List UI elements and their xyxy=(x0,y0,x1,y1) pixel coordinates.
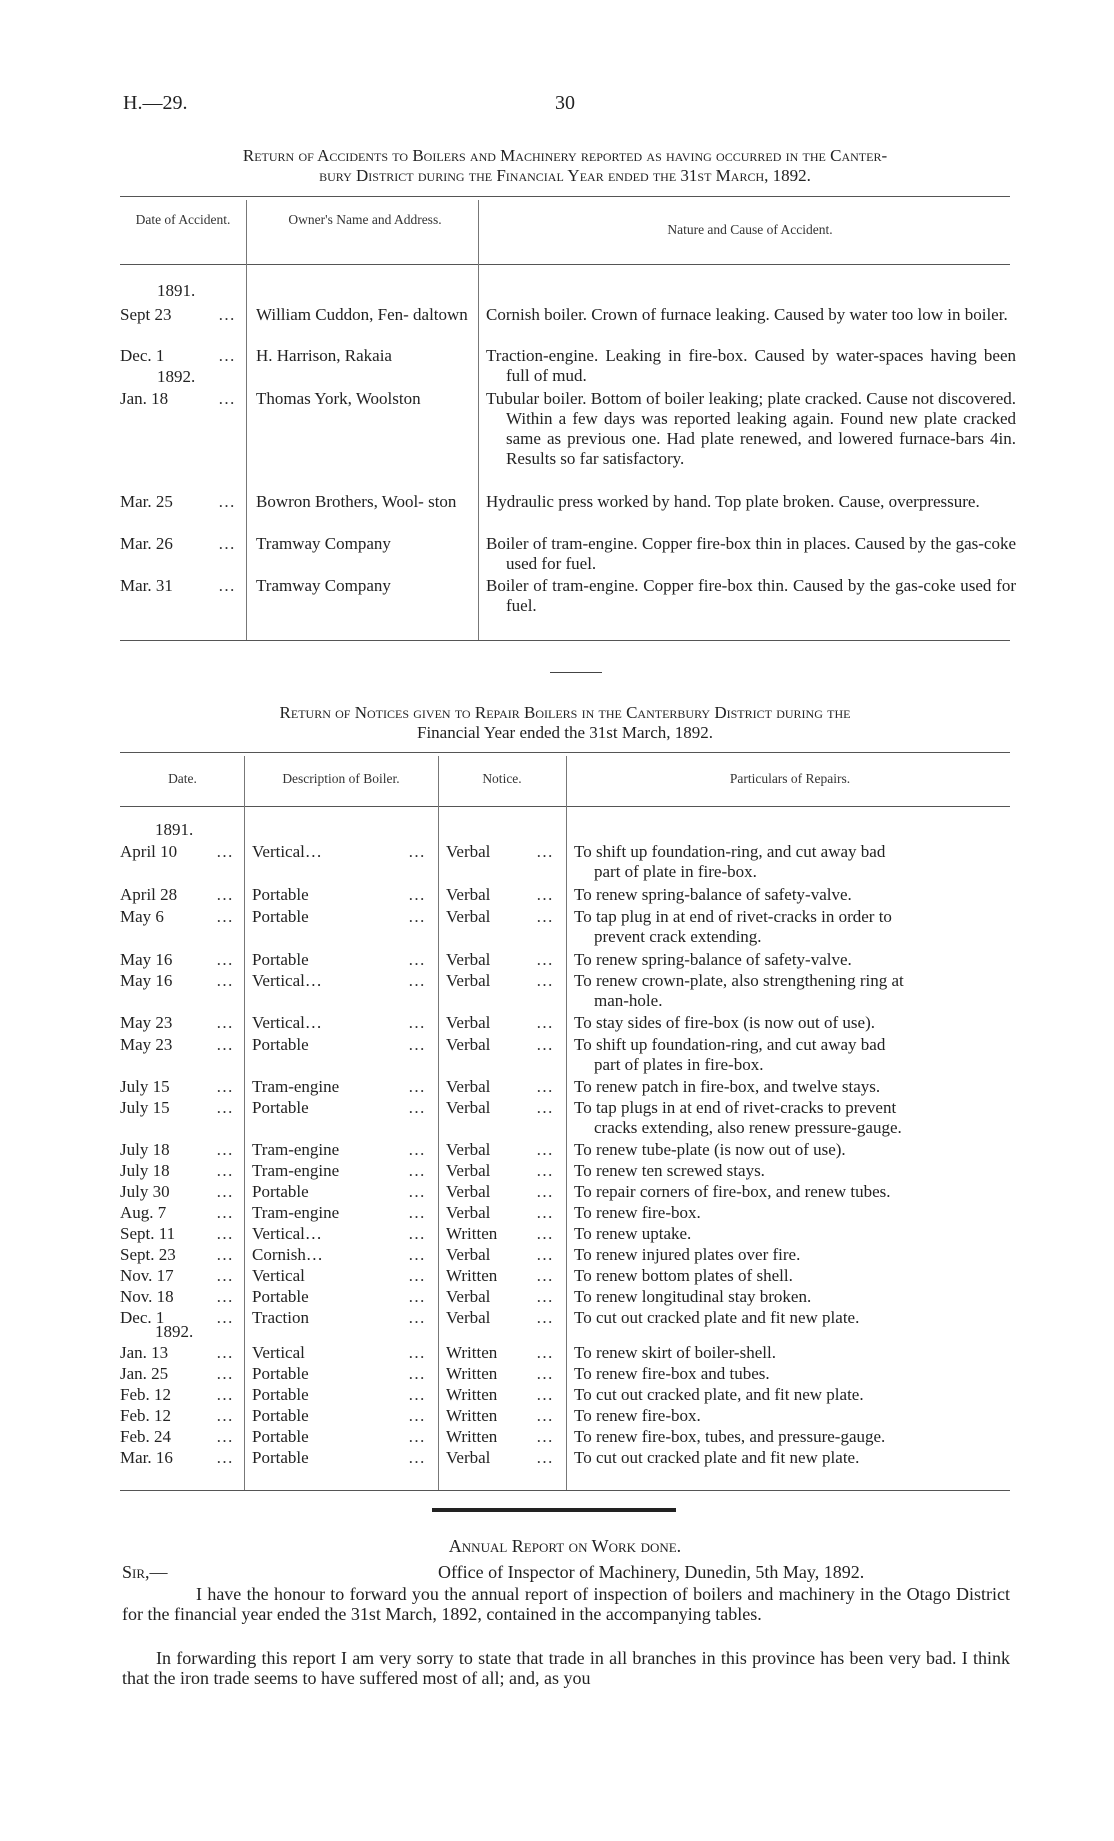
table-row-date: July 15 xyxy=(120,1098,170,1117)
accidents-col-divider-1 xyxy=(246,200,247,640)
table-row-particulars: To renew patch in fire-box, and twelve stays. xyxy=(574,1077,881,1096)
leader-dots: … xyxy=(408,1182,425,1201)
table-row-notice: Verbal xyxy=(446,950,491,969)
leader-dots: … xyxy=(408,1364,425,1383)
leader-dots: … xyxy=(536,950,553,969)
table-row-notice: Verbal xyxy=(446,842,491,861)
leader-dots: … xyxy=(218,576,235,595)
table-row-notice: Written xyxy=(446,1224,498,1243)
table-row-particulars: To renew spring-balance of safety-valve. xyxy=(574,885,852,904)
leader-dots: … xyxy=(536,1343,553,1362)
leader-dots: … xyxy=(216,950,233,969)
table-row-notice: Written xyxy=(446,1364,498,1383)
leader-dots: … xyxy=(218,389,235,408)
table-row-nature: Tubular boiler. Bottom of boiler leaking; plate cracked. Cause not discovered. Within a few days was reported leaking again. Found new plate cracked same as previous one. Had plate renewed, and lowered furnace-bars 4in. Results so far satisfactory. xyxy=(486,389,1016,468)
table-row-date: Mar. 25 xyxy=(120,492,173,511)
leader-dots: … xyxy=(536,1203,553,1222)
table-row-description: Portable xyxy=(252,1035,309,1054)
table-row-date: July 18 xyxy=(120,1140,170,1159)
notices-col-date: Date. xyxy=(168,771,197,786)
accidents-col-date: Date of Accident. xyxy=(135,212,231,227)
leader-dots: … xyxy=(216,885,233,904)
leader-dots: … xyxy=(216,1406,233,1425)
table-row-notice: Verbal xyxy=(446,1287,491,1306)
table-row-date: Dec. 1 xyxy=(120,1308,165,1327)
table-row-notice: Verbal xyxy=(446,971,491,990)
report-paragraph-1: I have the honour to forward you the annual report of inspection of boilers and machinery in the Otago District for the financial year ended the 31st March, 1892, contained in the accompanying tables. xyxy=(122,1584,1010,1624)
leader-dots: … xyxy=(536,1013,553,1032)
leader-dots: … xyxy=(408,1224,425,1243)
leader-dots: … xyxy=(216,1182,233,1201)
table-row-description: Portable xyxy=(252,1406,309,1425)
table-row-owner: Tramway Company xyxy=(256,576,391,595)
table-row-nature: Cornish boiler. Crown of furnace leaking. Caused by water too low in boiler. xyxy=(486,305,1008,324)
table-row-particulars-continued: part of plates in fire-box. xyxy=(594,1055,764,1074)
leader-dots: … xyxy=(536,1364,553,1383)
leader-dots: … xyxy=(536,1182,553,1201)
table-row-date: May 16 xyxy=(120,971,173,990)
leader-dots: … xyxy=(408,885,425,904)
leader-dots: … xyxy=(536,971,553,990)
leader-dots: … xyxy=(408,1266,425,1285)
leader-dots: … xyxy=(408,1013,425,1032)
table-row-particulars: To renew skirt of boiler-shell. xyxy=(574,1343,776,1362)
table-row-particulars: To shift up foundation-ring, and cut away bad xyxy=(574,1035,886,1054)
table-row-notice: Written xyxy=(446,1427,498,1446)
section-divider xyxy=(550,672,602,673)
table-row-particulars: To renew fire-box. xyxy=(574,1406,701,1425)
leader-dots: … xyxy=(216,1308,233,1327)
table-row-particulars: To renew spring-balance of safety-valve. xyxy=(574,950,852,969)
table-row-particulars: To renew fire-box and tubes. xyxy=(574,1364,770,1383)
accidents-col-divider-2 xyxy=(478,200,479,640)
table-row-particulars: To renew tube-plate (is now out of use). xyxy=(574,1140,846,1159)
leader-dots: … xyxy=(216,1385,233,1404)
leader-dots: … xyxy=(408,1287,425,1306)
leader-dots: … xyxy=(536,1245,553,1264)
table-row-particulars: To tap plug in at end of rivet-cracks in order to xyxy=(574,907,892,926)
table-row-particulars: To renew injured plates over fire. xyxy=(574,1245,801,1264)
year-label: 1891. xyxy=(157,281,196,300)
table-row-particulars: To cut out cracked plate, and fit new plate. xyxy=(574,1385,864,1404)
table-row-particulars: To renew crown-plate, also strengthening ring at xyxy=(574,971,904,990)
table-row-description: Tram-engine xyxy=(252,1203,340,1222)
table-row-date: Feb. 24 xyxy=(120,1427,171,1446)
leader-dots: … xyxy=(216,1203,233,1222)
leader-dots: … xyxy=(216,1343,233,1362)
table-row-date: July 30 xyxy=(120,1182,170,1201)
table-row-date: July 15 xyxy=(120,1077,170,1096)
table-row-particulars: To renew ten screwed stays. xyxy=(574,1161,765,1180)
table-row-date: May 23 xyxy=(120,1013,173,1032)
table-row-particulars-continued: man-hole. xyxy=(594,991,663,1010)
accidents-col-nature: Nature and Cause of Accident. xyxy=(667,222,833,237)
notices-col-divider-3 xyxy=(566,756,567,1490)
table-row-owner: H. Harrison, Rakaia xyxy=(256,346,392,365)
table-row-description: Portable xyxy=(252,907,309,926)
leader-dots: … xyxy=(216,1098,233,1117)
table-row-notice: Verbal xyxy=(446,907,491,926)
year-label: 1892. xyxy=(155,1322,194,1341)
notices-col-divider-2 xyxy=(438,756,439,1490)
table-row-notice: Written xyxy=(446,1385,498,1404)
table-row-nature: Hydraulic press worked by hand. Top plate broken. Cause, overpressure. xyxy=(486,492,980,511)
leader-dots: … xyxy=(536,885,553,904)
leader-dots: … xyxy=(216,1224,233,1243)
table-row-description: Tram-engine xyxy=(252,1077,340,1096)
leader-dots: … xyxy=(536,1385,553,1404)
leader-dots: … xyxy=(536,1448,553,1467)
table-row-date: Sept. 23 xyxy=(120,1245,176,1264)
leader-dots: … xyxy=(536,1406,553,1425)
table-row-description: Vertical… xyxy=(252,842,322,861)
leader-dots: … xyxy=(408,1035,425,1054)
leader-dots: … xyxy=(408,1427,425,1446)
leader-dots: … xyxy=(216,842,233,861)
table-row-date: Jan. 13 xyxy=(120,1343,169,1362)
table-row-date: Mar. 31 xyxy=(120,576,173,595)
table-row-particulars: To cut out cracked plate and fit new plate. xyxy=(574,1308,860,1327)
leader-dots: … xyxy=(216,1364,233,1383)
table-row-particulars: To renew fire-box, tubes, and pressure-gauge. xyxy=(574,1427,886,1446)
leader-dots: … xyxy=(536,1161,553,1180)
notices-header-rule xyxy=(120,806,1010,807)
table-row-description: Portable xyxy=(252,1098,309,1117)
table-row-particulars: To renew longitudinal stay broken. xyxy=(574,1287,812,1306)
leader-dots: … xyxy=(536,1140,553,1159)
table-row-particulars: To stay sides of fire-box (is now out of use). xyxy=(574,1013,875,1032)
table-row-date: April 28 xyxy=(120,885,178,904)
table-row-notice: Verbal xyxy=(446,1245,491,1264)
table-row-date: May 23 xyxy=(120,1035,173,1054)
table-row-owner: Thomas York, Woolston xyxy=(256,389,421,408)
table-row-date: May 16 xyxy=(120,950,173,969)
leader-dots: … xyxy=(408,1077,425,1096)
table-row-particulars-continued: cracks extending, also renew pressure-gauge. xyxy=(594,1118,902,1137)
notices-top-rule xyxy=(120,752,1010,753)
table-row-notice: Verbal xyxy=(446,1140,491,1159)
notices-col-description: Description of Boiler. xyxy=(282,771,400,786)
table-row-date: Nov. 17 xyxy=(120,1266,174,1285)
report-title: Annual Report on Work done. xyxy=(448,1536,682,1556)
leader-dots: … xyxy=(408,1098,425,1117)
notices-col-notice: Notice. xyxy=(482,771,522,786)
accidents-top-rule xyxy=(120,196,1010,197)
table-row-notice: Written xyxy=(446,1406,498,1425)
leader-dots: … xyxy=(408,950,425,969)
table-row-notice: Verbal xyxy=(446,1098,491,1117)
table-row-date: Nov. 18 xyxy=(120,1287,174,1306)
table-row-description: Vertical xyxy=(252,1343,305,1362)
table-row-particulars: To tap plugs in at end of rivet-cracks to prevent xyxy=(574,1098,897,1117)
year-label: 1891. xyxy=(155,820,194,839)
leader-dots: … xyxy=(408,907,425,926)
page-number: 30 xyxy=(555,92,575,114)
leader-dots: … xyxy=(408,1140,425,1159)
table-row-notice: Verbal xyxy=(446,1308,491,1327)
table-row-notice: Verbal xyxy=(446,1161,491,1180)
table-row-notice: Verbal xyxy=(446,885,491,904)
table-row-description: Portable xyxy=(252,1364,309,1383)
table-row-date: Mar. 26 xyxy=(120,534,173,553)
leader-dots: … xyxy=(216,1013,233,1032)
table-row-particulars: To renew fire-box. xyxy=(574,1203,701,1222)
table-row-description: Vertical… xyxy=(252,1224,322,1243)
table-row-description: Portable xyxy=(252,950,309,969)
report-address: Office of Inspector of Machinery, Dunedin, 5th May, 1892. xyxy=(438,1562,865,1582)
table-row-owner: Tramway Company xyxy=(256,534,391,553)
report-divider xyxy=(432,1508,676,1512)
leader-dots: … xyxy=(216,1035,233,1054)
table-row-nature: Boiler of tram-engine. Copper fire-box thin. Caused by the gas-coke used for fuel. xyxy=(486,576,1016,615)
leader-dots: … xyxy=(408,1343,425,1362)
leader-dots: … xyxy=(536,1224,553,1243)
table-row-description: Vertical… xyxy=(252,1013,322,1032)
accidents-header-rule xyxy=(120,264,1010,265)
leader-dots: … xyxy=(216,907,233,926)
leader-dots: … xyxy=(536,1427,553,1446)
leader-dots: … xyxy=(536,1287,553,1306)
accidents-col-owner: Owner's Name and Address. xyxy=(288,212,442,227)
table-row-description: Portable xyxy=(252,1182,309,1201)
table-row-date: Sept. 11 xyxy=(120,1224,176,1243)
leader-dots: … xyxy=(536,1098,553,1117)
leader-dots: … xyxy=(536,907,553,926)
leader-dots: … xyxy=(408,842,425,861)
table-row-description: Tram-engine xyxy=(252,1140,340,1159)
table-row-date: Sept 23 xyxy=(120,305,172,324)
table-row-nature: Traction-engine. Leaking in fire-box. Caused by water-spaces having been full of mud. xyxy=(486,346,1016,385)
leader-dots: … xyxy=(536,842,553,861)
accidents-bottom-rule xyxy=(120,640,1010,641)
table-row-particulars: To renew uptake. xyxy=(574,1224,692,1243)
report-paragraph-2: In forwarding this report I am very sorry to state that trade in all branches in this province has been very bad. I think that the iron trade seems to have suffered most of all; and, as you xyxy=(122,1648,1010,1688)
table-row-date: Aug. 7 xyxy=(120,1203,167,1222)
table-row-nature: Boiler of tram-engine. Copper fire-box thin in places. Caused by the gas-coke used for fuel. xyxy=(486,534,1016,573)
table-row-notice: Verbal xyxy=(446,1448,491,1467)
leader-dots: … xyxy=(216,1077,233,1096)
table-row-date: Feb. 12 xyxy=(120,1406,171,1425)
table-row-date: July 18 xyxy=(120,1161,170,1180)
leader-dots: … xyxy=(408,1161,425,1180)
leader-dots: … xyxy=(216,1161,233,1180)
notices-bottom-rule xyxy=(120,1490,1010,1491)
leader-dots: … xyxy=(216,1448,233,1467)
leader-dots: … xyxy=(216,1427,233,1446)
table-row-date: April 10 xyxy=(120,842,178,861)
table-row-notice: Written xyxy=(446,1266,498,1285)
table-row-notice: Verbal xyxy=(446,1035,491,1054)
notices-col-divider-1 xyxy=(244,756,245,1490)
table-row-date: Feb. 12 xyxy=(120,1385,171,1404)
leader-dots: … xyxy=(408,1385,425,1404)
leader-dots: … xyxy=(216,1140,233,1159)
year-label: 1892. xyxy=(157,367,196,386)
table-row-particulars: To cut out cracked plate and fit new plate. xyxy=(574,1448,860,1467)
table-row-description: Vertical xyxy=(252,1266,305,1285)
leader-dots: … xyxy=(408,1448,425,1467)
report-salutation: Sir,— xyxy=(122,1562,168,1582)
table-row-owner: William Cuddon, Fen- daltown xyxy=(256,305,468,324)
leader-dots: … xyxy=(216,1245,233,1264)
document-reference: H.—29. xyxy=(123,92,188,114)
table-row-owner: Bowron Brothers, Wool- ston xyxy=(256,492,457,511)
leader-dots: … xyxy=(408,1406,425,1425)
table-row-date: Dec. 1 xyxy=(120,346,165,365)
accidents-caption-line2: bury District during the Financial Year ended the 31st March, 1892. xyxy=(319,166,811,185)
table-row-description: Portable xyxy=(252,885,309,904)
leader-dots: … xyxy=(216,971,233,990)
leader-dots: … xyxy=(408,1308,425,1327)
table-row-date: May 6 xyxy=(120,907,164,926)
table-row-particulars: To repair corners of fire-box, and renew tubes. xyxy=(574,1182,891,1201)
table-row-description: Portable xyxy=(252,1448,309,1467)
notices-col-particulars: Particulars of Repairs. xyxy=(729,771,851,786)
table-row-description: Portable xyxy=(252,1427,309,1446)
accidents-caption-line1: Return of Accidents to Boilers and Machinery reported as having occurred in the Canter- xyxy=(242,146,888,165)
table-row-description: Traction xyxy=(252,1308,309,1327)
leader-dots: … xyxy=(536,1077,553,1096)
table-row-notice: Verbal xyxy=(446,1182,491,1201)
table-row-date: Jan. 18 xyxy=(120,389,169,408)
table-row-description: Tram-engine xyxy=(252,1161,340,1180)
table-row-notice: Verbal xyxy=(446,1077,491,1096)
table-row-particulars-continued: prevent crack extending. xyxy=(594,927,762,946)
leader-dots: … xyxy=(216,1287,233,1306)
table-row-particulars: To renew bottom plates of shell. xyxy=(574,1266,793,1285)
notices-caption-line1: Return of Notices given to Repair Boilers in the Canterbury District during the xyxy=(279,703,851,722)
table-row-description: Portable xyxy=(252,1385,309,1404)
table-row-notice: Verbal xyxy=(446,1013,491,1032)
table-row-notice: Written xyxy=(446,1343,498,1362)
leader-dots: … xyxy=(218,305,235,324)
table-row-description: Vertical… xyxy=(252,971,322,990)
leader-dots: … xyxy=(218,492,235,511)
leader-dots: … xyxy=(536,1308,553,1327)
leader-dots: … xyxy=(536,1266,553,1285)
leader-dots: … xyxy=(218,534,235,553)
table-row-particulars-continued: part of plate in fire-box. xyxy=(594,862,757,881)
leader-dots: … xyxy=(216,1266,233,1285)
leader-dots: … xyxy=(536,1035,553,1054)
table-row-notice: Verbal xyxy=(446,1203,491,1222)
leader-dots: … xyxy=(408,1203,425,1222)
table-row-description: Portable xyxy=(252,1287,309,1306)
leader-dots: … xyxy=(408,971,425,990)
table-row-date: Jan. 25 xyxy=(120,1364,169,1383)
notices-caption-line2: Financial Year ended the 31st March, 1892. xyxy=(416,723,714,742)
table-row-description: Cornish… xyxy=(252,1245,323,1264)
leader-dots: … xyxy=(218,346,235,365)
table-row-date: Mar. 16 xyxy=(120,1448,173,1467)
leader-dots: … xyxy=(408,1245,425,1264)
table-row-particulars: To shift up foundation-ring, and cut away bad xyxy=(574,842,886,861)
